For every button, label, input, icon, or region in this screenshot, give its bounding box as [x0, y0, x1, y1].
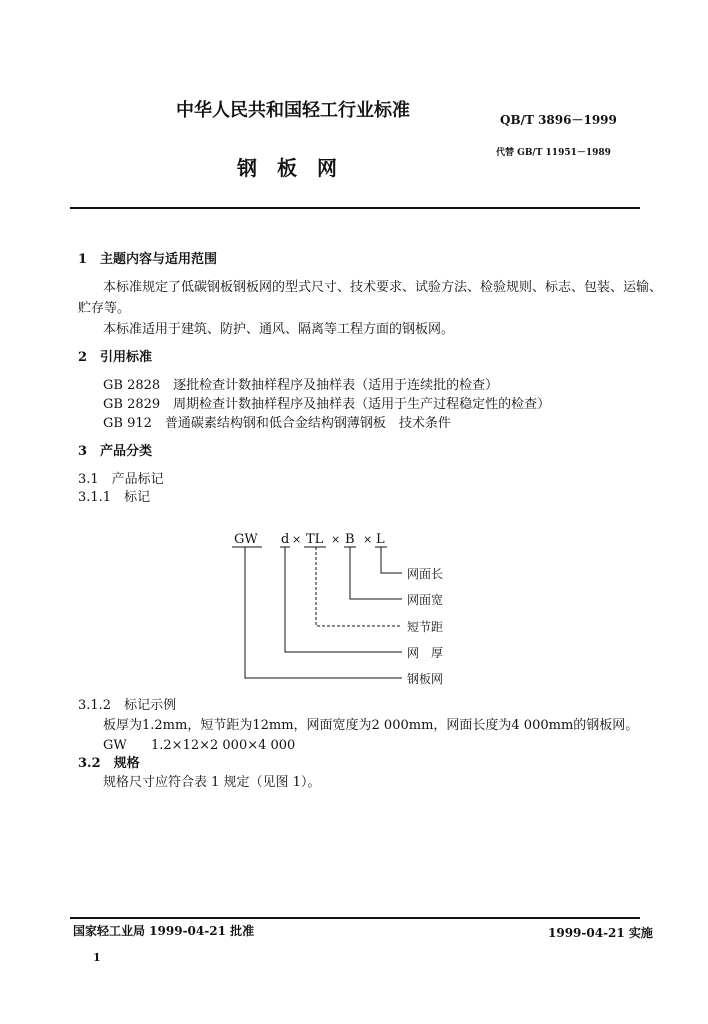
section-3-1-2-heading: 3.1.2 标记示例	[78, 698, 177, 713]
leader-tl	[316, 547, 402, 626]
section-1-para-1-line-1: 本标准规定了低碳钢板钢板网的型式尺寸、技术要求、试验方法、检验规则、标志、包装、运输、	[103, 280, 663, 295]
standard-number: QB/T 3896－1999	[500, 113, 617, 127]
code-d: d	[281, 532, 290, 547]
section-3-heading: 3 产品分类	[78, 444, 153, 459]
times-2: ×	[331, 533, 341, 546]
section-3-1-1-heading: 3.1.1 标记	[78, 490, 151, 505]
leader-gw	[245, 547, 402, 678]
label-mesh-thickness: 网 厚	[407, 646, 444, 660]
label-mesh-width: 网面宽	[407, 593, 444, 607]
times-3: ×	[363, 533, 373, 546]
org-title: 中华人民共和国轻工行业标准	[176, 100, 410, 121]
reference-gb2829: GB 2829 周期检查计数抽样程序及抽样表（适用于生产过程稳定性的检查）	[103, 397, 551, 412]
reference-gb2828: GB 2828 逐批检查计数抽样程序及抽样表（适用于连续批的检查）	[103, 378, 499, 393]
example-code-prefix: GW	[103, 738, 127, 753]
replaces-standard: 代替 GB/T 11951－1989	[496, 148, 611, 158]
label-short-pitch: 短节距	[407, 620, 444, 634]
example-code: 1.2×12×2 000×4 000	[151, 738, 296, 753]
footer-divider	[70, 917, 640, 919]
example-description: 板厚为1.2mm，短节距为12mm，网面宽度为2 000mm，网面长度为4 000mm的钢板网。	[103, 718, 639, 733]
code-tl: TL	[306, 532, 324, 547]
page-number: 1	[93, 951, 101, 964]
spec-text: 规格尺寸应符合表 1 规定（见图 1）。	[103, 775, 321, 790]
section-1-para-1-line-2: 贮存等。	[78, 301, 131, 316]
code-l: L	[376, 532, 385, 547]
reference-gb912: GB 912 普通碳素结构钢和低合金结构钢薄钢板 技术条件	[103, 416, 451, 431]
section-1-heading: 1 主题内容与适用范围	[78, 252, 218, 267]
leader-l	[381, 547, 402, 573]
label-steel-mesh: 钢板网	[407, 672, 444, 686]
approval-line: 国家轻工业局 1999-04-21 批准	[73, 924, 255, 938]
code-gw: GW	[234, 532, 258, 547]
section-3-2-heading: 3.2 规格	[78, 756, 140, 771]
times-1: ×	[292, 533, 302, 546]
code-b: B	[345, 532, 355, 547]
section-2-heading: 2 引用标准	[78, 350, 153, 365]
document-title: 钢 板 网	[237, 156, 337, 180]
implementation-date: 1999-04-21 实施	[548, 926, 653, 940]
label-mesh-length: 网面长	[407, 567, 444, 581]
section-3-1-heading: 3.1 产品标记	[78, 472, 164, 487]
section-1-para-2: 本标准适用于建筑、防护、通风、隔离等工程方面的钢板网。	[103, 322, 455, 337]
